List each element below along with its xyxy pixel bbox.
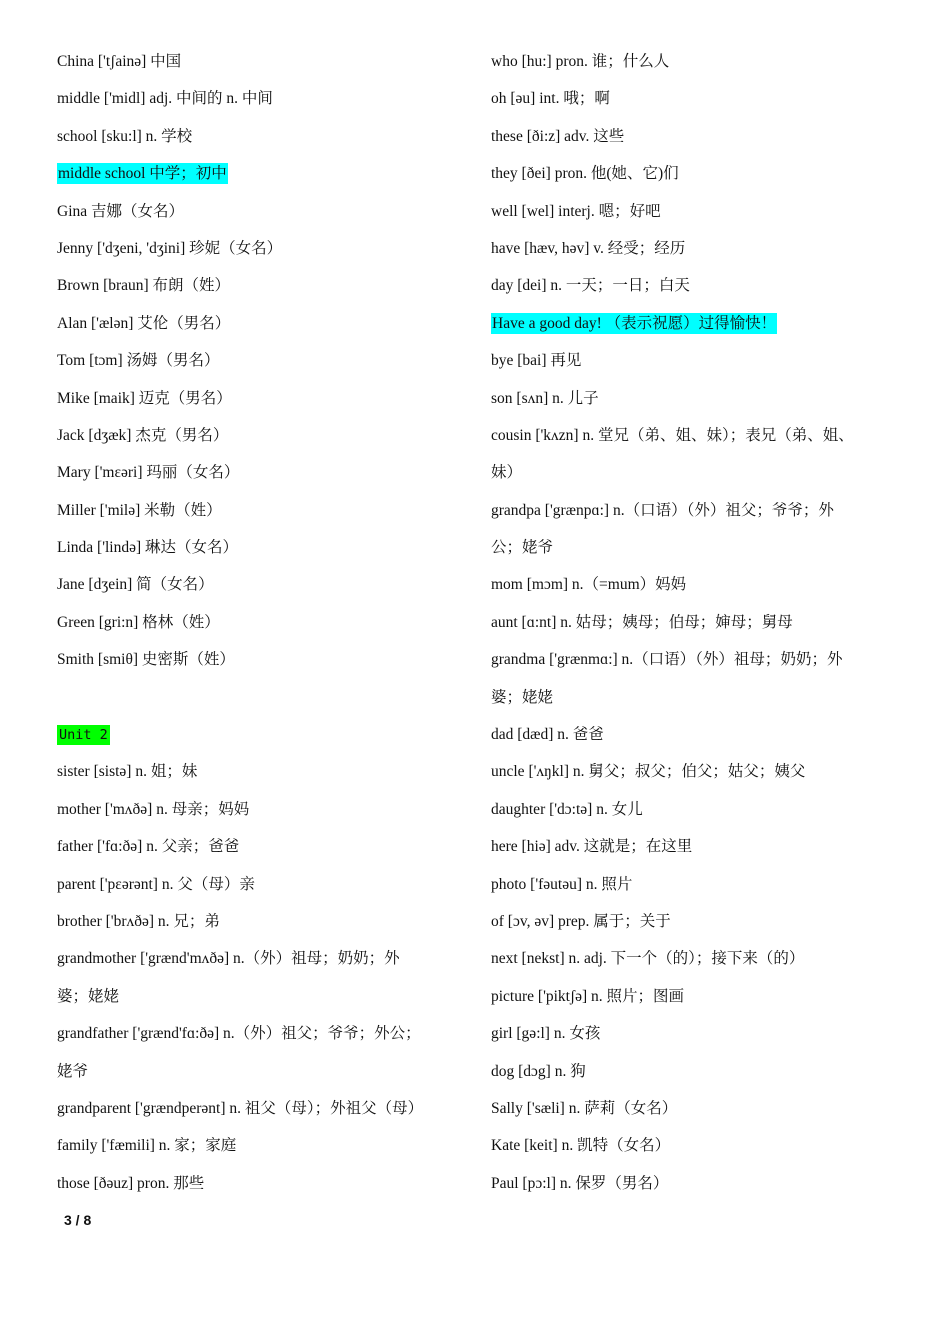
vocab-entry: oh [əu] int. 哦；啊 [491,90,610,108]
vocab-entry: Jenny ['dʒeni, 'dʒini] 珍妮（女名） [57,239,283,257]
vocab-entry: who [hu:] pron. 谁；什么人 [491,53,670,70]
vocab-entry: these [ði:z] adv. 这些 [491,127,625,145]
vocab-entry: next [nekst] n. adj. 下一个（的）；接下来（的） [491,950,805,968]
phrase-highlight: middle school 中学；初中 [58,165,227,183]
vocab-entry: those [ðəuz] pron. 那些 [57,1174,205,1192]
vocab-entry: grandmother ['grænd'mʌðə] n.（外）祖母；奶奶；外 [57,950,400,968]
vocab-entry: son [sʌn] n. 儿子 [491,389,599,407]
vocab-entry: have [hæv, həv] v. 经受；经历 [491,239,686,257]
vocab-entry: middle ['midl] adj. 中间的 n. 中间 [57,90,273,108]
vocab-entry: sister [sistə] n. 姐；妹 [57,763,198,781]
vocab-entry: aunt [ɑ:nt] n. 姑母；姨母；伯母；婶母；舅母 [491,613,793,631]
vocab-entry: of [ɔv, əv] prep. 属于；关于 [491,912,671,930]
vocab-entry: Tom [tɔm] 汤姆（男名） [57,352,220,370]
vocab-entry: here [hiə] adv. 这就是；在这里 [491,838,693,856]
vocab-entry: Gina 吉娜（女名） [57,202,185,220]
vocab-entry: father ['fɑ:ðə] n. 父亲；爸爸 [57,838,240,856]
page-number: 3 / 8 [64,1212,92,1228]
vocab-entry: Brown [braun] 布朗（姓） [57,277,231,295]
vocab-entry-continuation: 妹） [491,464,523,482]
vocab-entry: well [wel] interj. 嗯；好吧 [491,202,661,220]
vocab-entry: grandma ['grænmɑ:] n.（口语）（外）祖母；奶奶；外 [491,651,843,669]
vocab-entry: dog [dɔg] n. 狗 [491,1062,586,1080]
vocab-entry: Mike [maik] 迈克（男名） [57,389,232,407]
left-vocabulary-column [57,43,472,1202]
vocab-entry: Sally ['sæli] n. 萨莉（女名） [491,1099,678,1117]
vocab-entry-continuation: 姥爷 [57,1062,89,1080]
unit-heading-highlight: Unit 2 [59,727,108,744]
vocab-entry: school [sku:l] n. 学校 [57,127,193,145]
vocab-entry: dad [dæd] n. 爸爸 [491,726,604,744]
vocab-entry: picture ['piktʃə] n. 照片；图画 [491,987,685,1005]
vocab-entry: grandpa ['grænpɑ:] n.（口语）（外）祖父；爷爷；外 [491,501,834,519]
vocab-entry: mom [mɔm] n.（=mum）妈妈 [491,576,687,594]
vocab-entry: Jane [dʒein] 简（女名） [57,576,214,594]
vocab-entry: family ['fæmili] n. 家；家庭 [57,1137,237,1155]
blank-line [57,679,472,716]
phrase-highlight: Have a good day! （表示祝愿）过得愉快！ [492,314,777,332]
vocab-entry-continuation: 婆；姥姥 [491,688,554,706]
vocab-entry: photo ['fəutəu] n. 照片 [491,875,633,893]
vocab-entry: bye [bai] 再见 [491,352,582,370]
unit-heading [57,716,472,753]
vocab-entry: Paul [pɔ:l] n. 保罗（男名） [491,1174,669,1192]
right-vocabulary-column [491,43,911,1202]
vocab-entry: Linda ['lində] 琳达（女名） [57,539,239,557]
vocab-entry: mother ['mʌðə] n. 母亲；妈妈 [57,800,250,818]
vocab-entry: day [dei] n. 一天；一日；白天 [491,277,690,295]
vocab-entry: Jack [dʒæk] 杰克（男名） [57,426,229,444]
vocab-entry: girl [gə:l] n. 女孩 [491,1025,601,1043]
vocab-entry-highlighted [491,305,911,342]
vocab-entry: cousin ['kʌzn] n. 堂兄（弟、姐、妹）；表兄（弟、姐、 [491,426,854,444]
vocab-entry: Green [gri:n] 格林（姓） [57,613,220,631]
vocab-entry: Mary ['mɛəri] 玛丽（女名） [57,464,240,482]
vocab-entry: Smith [smiθ] 史密斯（姓） [57,651,235,669]
vocab-entry: China ['tʃainə] 中国 [57,53,182,70]
vocab-entry: brother ['brʌðə] n. 兄；弟 [57,912,220,930]
vocab-entry: daughter ['dɔ:tə] n. 女儿 [491,800,643,818]
vocab-entry: grandfather ['grænd'fɑ:ðə] n.（外）祖父；爷爷；外公； [57,1025,421,1043]
vocab-entry: Alan ['ælən] 艾伦（男名） [57,314,231,332]
vocab-entry: they [ðei] pron. 他(她、它)们 [491,165,679,183]
vocab-entry: Kate [keit] n. 凯特（女名） [491,1137,671,1155]
vocab-entry-continuation: 公；姥爷 [491,539,554,557]
vocab-entry-highlighted [57,155,472,192]
vocab-entry: uncle ['ʌŋkl] n. 舅父；叔父；伯父；姑父；姨父 [491,763,806,781]
vocab-entry: grandparent ['grændperənt] n. 祖父（母）；外祖父（母） [57,1099,424,1117]
vocab-entry-continuation: 婆；姥姥 [57,987,120,1005]
vocab-entry: parent ['pɛərənt] n. 父（母）亲 [57,875,255,893]
vocab-entry: Miller ['milə] 米勒（姓） [57,501,222,519]
